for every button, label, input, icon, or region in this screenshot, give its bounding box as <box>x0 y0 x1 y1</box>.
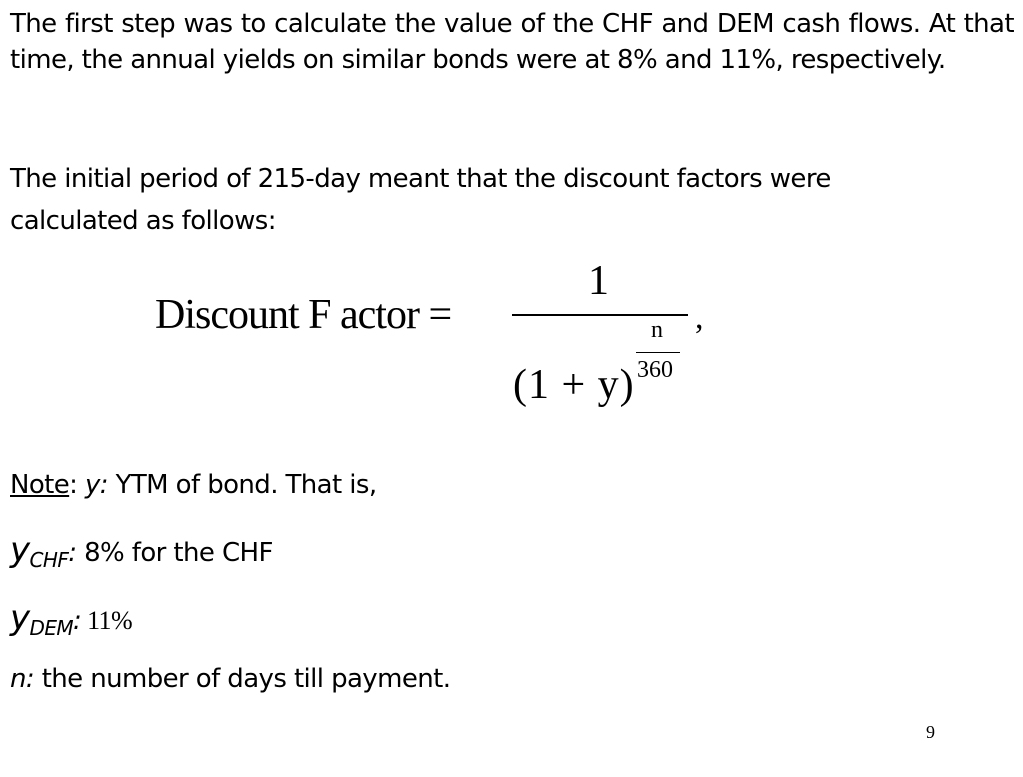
ychf-line <box>10 530 273 572</box>
discount-factor-formula <box>155 255 735 425</box>
n-definition-line <box>10 664 450 694</box>
ychf-subscript: CHF <box>29 548 69 572</box>
note-text: YTM of bond. That is, <box>107 470 377 500</box>
ychf-text: 8% for the CHF <box>76 538 273 568</box>
intro-paragraph: The first step was to calculate the value of the CHF and DEM cash flows. At that time, the annual yields on similar bonds were at 8% and 11%, respectively. <box>10 9 1014 75</box>
exponent-numerator: n <box>651 317 663 343</box>
note-line <box>10 470 377 500</box>
ydem-line <box>10 598 132 640</box>
ydem-symbol: y <box>10 598 30 638</box>
ychf-symbol: y <box>10 530 30 570</box>
discount-paragraph-line1: The initial period of 215-day meant that the discount factors were <box>10 164 831 194</box>
formula-comma: , <box>695 299 704 336</box>
note-y-symbol: y: <box>85 470 108 500</box>
note-label: Note <box>10 470 70 500</box>
discount-paragraph-line2: calculated as follows: <box>10 206 276 236</box>
exponent-denominator: 360 <box>637 357 673 383</box>
formula-numerator: 1 <box>588 258 609 304</box>
ydem-colon: : <box>73 606 82 636</box>
page-number: 9 <box>926 722 935 742</box>
ychf-colon: : <box>68 538 77 568</box>
formula-lhs: Discount F actor = <box>155 292 452 338</box>
n-text: the number of days till payment. <box>34 664 451 694</box>
n-symbol: n: <box>10 664 35 694</box>
ydem-subscript: DEM <box>29 616 74 640</box>
exponent-fraction-bar <box>636 352 680 353</box>
formula-denominator: (1 + y) <box>513 362 635 408</box>
discount-paragraph <box>10 158 1014 242</box>
fraction-bar <box>512 314 688 316</box>
ydem-text: 11% <box>81 606 132 635</box>
note-colon: : <box>69 470 78 500</box>
